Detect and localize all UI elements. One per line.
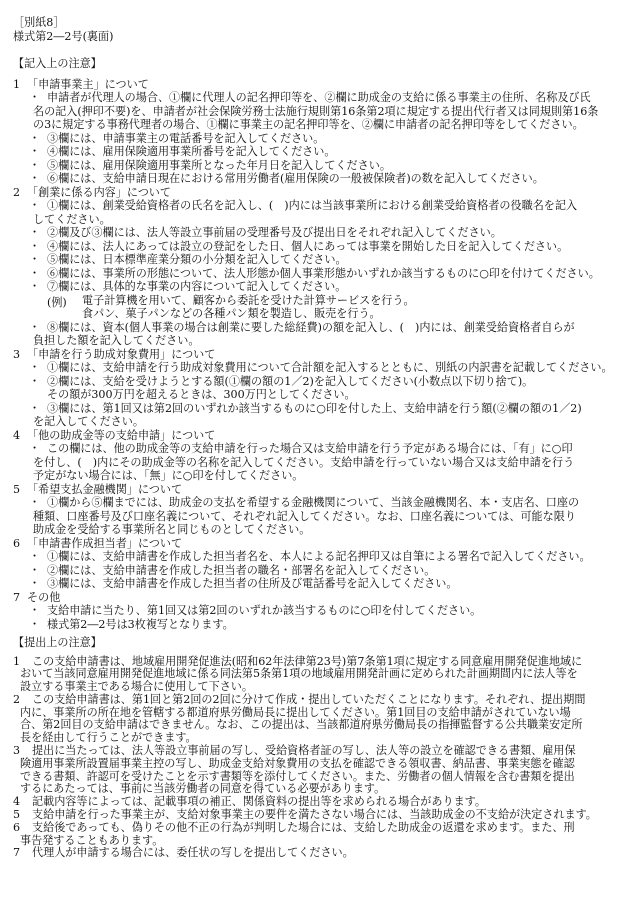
bullet-text: 申請者が代理人の場合、①欄に代理人の記名押印等を、②欄に助成金の支給に係る事業主の住所、名称及び氏 [47,91,591,104]
bullet-item [0,199,630,226]
submit-note-text: 長を経由して行うことができます。 [20,731,197,745]
submit-note-text: するにあたっては、事前に当該労働者の同意を得ている必要があります。 [20,782,386,796]
bullet-line [0,510,630,524]
section-number: 3 [13,347,21,361]
submit-note-item [0,745,630,796]
submit-note-item [0,847,630,860]
bullet-text: 負担した額を記入してください。 [33,334,200,347]
entry-notes-title: 【記入上の注意】 [13,57,102,70]
bullet-text: 名の記入(押印不要)を、申請者が社会保険労務士法施行規則第16条第2項に規定する提出代行者又は同規則第16条 [33,104,599,118]
submit-note-text: 提出に当たっては、法人等設立事前届の写し、受給資格者証の写し、法人等の設立を確認できる書類、雇用保 [32,744,576,758]
section-title: 「申請を行う助成対象費用」について [27,347,216,361]
submit-note-item [0,694,630,745]
bullet-icon: ・ [29,145,41,158]
bullet-text: ①欄には、支給申請を行う助成対象費用について合計額を記入するとともに、別紙の内訳書を記載してください。 [47,361,613,374]
section-number: 5 [13,482,21,496]
bullet-icon: ・ [29,617,41,631]
bullet-text: ②欄には、支給申請書を作成した担当者の職名・部署名を記入してください。 [47,563,436,577]
bullet-icon: ・ [29,442,41,455]
bullet-icon: ・ [29,577,41,590]
submit-note-text: 支給申請を行った事業主が、支給対象事業主の要件を満たさない場合には、当該助成金の不支給が決定されます。 [32,808,597,822]
submit-note-text: この支給申請書は、地域雇用開発促進法(昭和62年法律第23号)第7条第1項に規定する同意雇用開発促進地域に [32,654,583,668]
bullet-text: ⑦欄には、具体的な事業の内容について記入してください。 [47,280,347,293]
bullet-item [0,604,630,618]
attachment-label: ［別紙8］ [13,16,65,29]
bullet-text: 支給申請に当たり、第1回又は第2回のいずれか該当するものに○印を付してください。 [47,604,482,617]
bullet-text: 助成金を受給する事業所名と同じものとしてください。 [33,523,311,536]
bullet-text: ④欄には、雇用保険適用事業所番号を記入してください。 [47,145,336,158]
bullet-line [0,105,630,119]
bullet-text: この欄には、他の助成金等の支給申請を行った場合又は支給申請を行う予定がある場合には、「有」に○印 [47,442,573,455]
bullet-text: ⑤欄には、雇用保険適用事業所となった年月日を記入してください。 [47,158,391,172]
bullet-line [0,321,630,335]
bullet-icon: ・ [29,604,41,617]
bullet-icon: ・ [29,91,41,104]
note-section [0,429,630,483]
bullet-text: ⑥欄には、事業所の形態について、法人形態か個人事業形態かいずれか該当するものに○印を付けてください。 [47,266,600,280]
bullet-icon: ・ [29,239,41,253]
submit-note-line [0,847,630,860]
section-title: 「他の助成金等の支給申請」について [27,428,216,442]
bullet-line [0,442,630,456]
note-section [0,186,630,348]
submit-note-text: 事告発することもあります。 [20,833,164,847]
section-heading [0,537,630,551]
submit-notes [0,636,630,860]
bullet-line [0,132,630,146]
bullet-text: してください。 [33,212,111,226]
bullet-icon: ・ [29,563,41,577]
bullet-icon: ・ [29,550,41,563]
section-heading [0,429,630,443]
bullet-text: ②欄及び③欄には、法人等設立事前届の受理番号及び提出日をそれぞれ記入してください。 [47,226,502,239]
bullet-line [0,604,630,618]
bullet-item [0,402,630,429]
example-block [0,294,630,321]
section-title: 「申請書作成担当者」について [27,536,183,550]
bullet-line [0,91,630,105]
bullet-line [0,172,630,186]
bullet-line [0,456,630,470]
form-number: 様式第2―2号(裏面) [13,29,114,43]
submit-note-text: 合、第2回目の支給申請はできません。なお、この提出は、当該都道府県労働局長の指揮監督する公共職業安定所 [20,718,583,732]
note-section [0,591,630,632]
bullet-icon: ・ [29,280,41,293]
submit-note-item [0,822,630,848]
bullet-text: ①欄には、創業受給資格者の氏名を記入し、( )内には当該事業所における創業受給資格者の役職名を記入 [47,199,578,212]
bullet-item [0,618,630,632]
bullet-item [0,172,630,186]
section-number: 7 [13,590,21,604]
section-heading [0,348,630,362]
bullet-text: ⑤欄には、日本標準産業分類の小分類を記入してください。 [47,253,347,266]
submit-note-text: 代理人が申請する場合には、委任状の写しを提出してください。 [32,846,354,860]
bullet-item [0,280,630,294]
bullet-line [0,213,630,227]
bullet-line [0,361,630,375]
document [0,16,630,860]
bullet-text: ③欄には、支給申請書を作成した担当者の住所及び電話番号を記入してください。 [47,577,458,590]
example-marker: (例) [47,295,67,309]
submit-note-number: 3 [13,744,21,758]
section-number: 4 [13,428,21,442]
bullet-line [0,469,630,483]
bullet-text: ③欄には、第1回又は第2回のいずれか該当するものに○印を付した上、支給申請を行う額(②欄の額の1／2) [47,401,582,415]
example-line: 電子計算機を用いて、顧客から委託を受けた計算サービスを行う。 [82,293,415,307]
bullet-text: を付し、( )内にその助成金等の名称を記入してください。支給申請を行っていない場合又は支給申請を行う [33,455,575,469]
bullet-line [0,240,630,254]
bullet-line [0,550,630,564]
section-heading [0,483,630,497]
bullet-item [0,577,630,591]
bullet-line [0,388,630,402]
bullet-icon: ・ [29,361,41,374]
bullet-line [0,618,630,632]
bullet-item [0,91,630,132]
section-number: 1 [13,77,21,91]
submit-note-number: 4 [13,795,21,809]
bullet-icon: ・ [29,158,41,172]
submit-note-text: 内に、事業所の所在地を管轄する都道府県労働局長に提出してください。第1回目の支給申請がされていない場 [20,705,571,719]
bullet-icon: ・ [29,172,41,185]
bullet-line [0,159,630,173]
section-title: その他 [27,590,61,604]
bullet-line [0,267,630,281]
submit-note-number: 7 [13,846,21,860]
note-section [0,483,630,537]
submit-note-text: おいて当該同意雇用開発促進地域に係る同法第5条第1項の地域雇用開発計画に定められた計画期間内に法人等を [20,667,578,681]
bullet-icon: ・ [29,131,41,145]
bullet-line [0,145,630,159]
bullet-line [0,199,630,213]
bullet-item [0,564,630,578]
bullet-icon: ・ [29,496,41,509]
bullet-item [0,240,630,254]
submit-note-number: 5 [13,808,21,822]
note-section [0,537,630,591]
bullet-item [0,321,630,348]
submit-note-number: 2 [13,692,21,706]
submit-note-text: 支給後であっても、偽りその他不正の行為が判明した場合には、支給した助成金の返還を求めます。また、刑 [32,820,575,834]
section-heading [0,591,630,605]
bullet-text: を記入してください。 [33,415,144,428]
submit-note-number: 6 [13,820,21,834]
bullet-line [0,375,630,389]
bullet-icon: ・ [29,266,41,280]
submit-note-item [0,656,630,694]
entry-notes [0,78,630,632]
bullet-text: の3に規定する事務代理者の場合、①欄に事業主の記名押印等を、②欄に申請者の記名押印等をしてください。 [33,118,584,131]
submit-note-text: 記載内容等によっては、記載事項の補正、関係資料の提出等を求められる場合があります。 [32,795,486,809]
bullet-line [0,402,630,416]
note-section [0,78,630,186]
bullet-icon: ・ [29,401,41,415]
bullet-icon: ・ [29,374,41,388]
bullet-item [0,253,630,267]
bullet-text: ⑧欄には、資本(個人事業の場合は創業に要した総経費)の額を記入し、( )内には、創業受給資格者自らが [47,320,575,334]
bullet-line [0,334,630,348]
section-title: 「創業に係る内容」について [27,185,171,199]
bullet-item [0,442,630,483]
bullet-icon: ・ [29,320,41,334]
section-heading [0,186,630,200]
bullet-text: ⑥欄には、支給申請日現在における常用労働者(雇用保険の一般被保険者)の数を記入してください。 [47,172,544,185]
bullet-icon: ・ [29,253,41,266]
bullet-line [0,415,630,429]
submit-note-text: 設立する事業主である場合に使用して下さい。 [20,680,253,694]
bullet-item [0,361,630,375]
bullet-line [0,253,630,267]
bullet-icon: ・ [29,199,41,212]
bullet-line [0,226,630,240]
bullet-text: その額が300万円を超えるときは、300万円としてください。 [47,388,356,401]
bullet-line [0,496,630,510]
submit-notes-list [0,656,630,861]
example-line: 食パン、菓子パンなどの各種パン類を製造し、販売を行う。 [82,307,381,320]
bullet-text: 予定がない場合には、「無」に○印を付してください。 [33,469,304,482]
section-number: 6 [13,536,21,550]
bullet-item [0,267,630,281]
bullet-line [0,118,630,132]
bullet-item [0,159,630,173]
bullet-text: 種類、口座番号及び口座名義について、それぞれ記入してください。なお、口座名義については、可能な限り [33,509,576,523]
submit-note-text: できる書類、許認可を受けたことを示す書類等を添付してください。また、労働者の個人情報を含む書類を提出 [20,769,575,783]
bullet-icon: ・ [29,226,41,239]
bullet-line [0,280,630,294]
bullet-line [0,523,630,537]
bullet-item [0,226,630,240]
bullet-item [0,550,630,564]
bullet-text: ①欄から⑤欄までには、助成金の支払を希望する金融機関について、当該金融機関名、本・支店名、口座の [47,496,580,509]
submit-notes-title: 【提出上の注意】 [13,636,102,649]
note-section [0,348,630,429]
section-title: 「希望支払金融機関」について [27,482,183,496]
submit-note-text: この支給申請書は、第1回と第2回の2回に分けて作成・提出していただくことになります。それぞれ、提出期間 [32,692,586,706]
bullet-text: 様式第2―2号は3枚複写となります。 [47,617,234,631]
bullet-line [0,577,630,591]
bullet-line [0,564,630,578]
bullet-item [0,496,630,537]
bullet-text: ①欄には、支給申請書を作成した担当者名を、本人による記名押印又は自筆による署名で記入してください。 [47,550,591,563]
bullet-item [0,145,630,159]
bullet-text: ②欄には、支給を受けようとする額(①欄の額の1／2)を記入してください(小数点以下切り捨て)。 [47,374,534,388]
submit-note-number: 1 [13,654,21,668]
section-title: 「申請事業主」について [27,77,149,91]
submit-note-text: 険適用事業所設置届事業主控の写し、助成金支給対象費用の支払を確認できる領収書、納品書、事業実態を確認 [20,756,575,770]
bullet-text: ③欄には、申請事業主の電話番号を記入してください。 [47,131,325,145]
bullet-item [0,132,630,146]
bullet-item [0,375,630,402]
bullet-text: ④欄には、法人にあっては設立の登記をした日、個人にあっては事業を開始した日を記入してください。 [47,239,569,253]
section-number: 2 [13,185,21,199]
section-heading [0,78,630,92]
